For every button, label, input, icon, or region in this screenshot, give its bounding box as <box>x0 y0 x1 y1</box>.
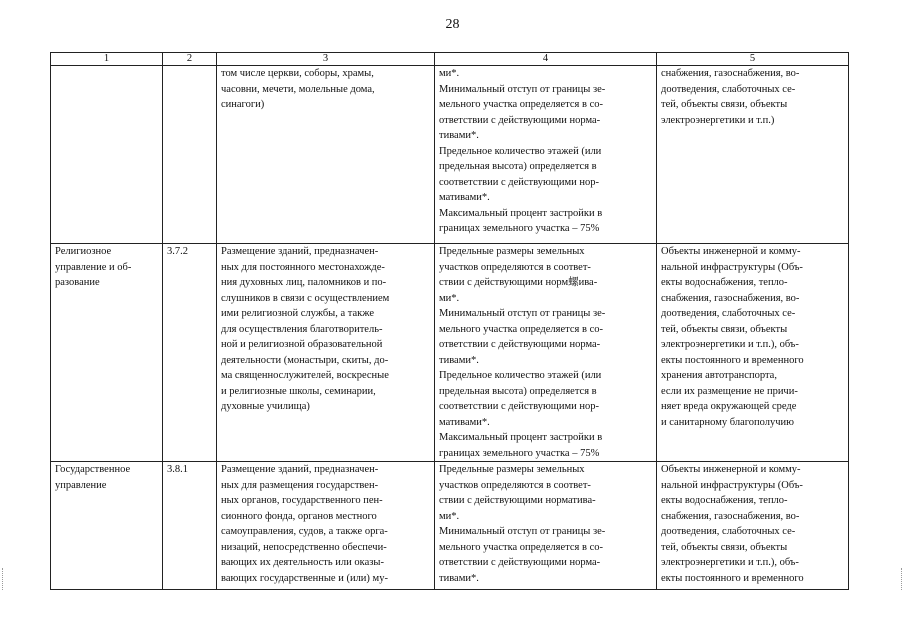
table-row <box>51 244 849 462</box>
auxiliary-text: Объекты инженерной и комму- нальной инфраструктуры (Объ- екты водоснабжения, тепло- снабжения, газоснабжения, во- доотведения, слаботочных се- тей, объекты связи, объекты электроэнергетики и т.п.), объ- екты постоянного и временного <box>661 464 804 584</box>
auxiliary-text: снабжения, газоснабжения, во- доотведения, слаботочных се- тей, объекты связи, объекты электроэнергетики и т.п.) <box>661 68 800 126</box>
use-code-text: 3.7.2 <box>167 246 188 257</box>
table-row <box>51 462 849 590</box>
column-header: 3 <box>217 53 435 66</box>
use-code-cell <box>163 462 217 590</box>
use-name-cell <box>51 244 163 462</box>
use-name-text: Религиозное управление и об- разование <box>55 246 132 288</box>
table-row <box>51 66 849 244</box>
description-text: Размещение зданий, предназначен- ных для постоянного местонахожде- ния духовных лиц, паломников и по- слушников в связи с осуществлением ими религиозной службы, а также для осуществления благотворитель- ной и религиозной образовательной деятельности (монастыри, скиты, до- ма священнослужителей, воскресные и религиозные школы, семинарии, духовные училища) <box>221 246 390 412</box>
parameters-cell <box>435 462 657 590</box>
description-text: том числе церкви, соборы, храмы, часовни, мечети, молельные дома, синагоги) <box>221 68 375 110</box>
use-code-text: 3.8.1 <box>167 464 188 475</box>
use-code-cell <box>163 66 217 244</box>
page-number: 28 <box>445 17 460 32</box>
land-use-table <box>50 52 849 590</box>
parameters-text: Предельные размеры земельных участков определяются в соответ- ствии с действующими норматива- ми*. Минимальный отступ от границы зе- мельного участка определяется в со- ответствии с действующими норма- тивами*. <box>439 464 606 584</box>
column-header: 2 <box>163 53 217 66</box>
parameters-text: ми*. Минимальный отступ от границы зе- мельного участка определяется в со- ответствии с действующими норма- тивами*. Предельное количество этажей (или предельная высота) определяется в соответствии с действующими нор- мативами*. Максимальный процент застройки в границах земельного участка – 75% <box>439 68 606 234</box>
description-cell <box>217 66 435 244</box>
description-cell <box>217 244 435 462</box>
parameters-cell <box>435 244 657 462</box>
auxiliary-cell <box>657 462 849 590</box>
table-header-row <box>51 53 849 66</box>
column-header: 5 <box>657 53 849 66</box>
parameters-cell <box>435 66 657 244</box>
column-header: 4 <box>435 53 657 66</box>
scan-edge-mark-right <box>901 568 903 590</box>
use-name-cell <box>51 462 163 590</box>
auxiliary-text: Объекты инженерной и комму- нальной инфраструктуры (Объ- екты водоснабжения, тепло- снабжения, газоснабжения, во- доотведения, слаботочных се- тей, объекты связи, объекты электроэнергетики и т.п.), объ- екты постоянного и временного хранения автотранспорта, если их размещение не причи- няет вреда окружающей среде и санитарному благополучию <box>661 246 804 428</box>
scan-edge-mark-left <box>2 568 4 590</box>
column-header: 1 <box>51 53 163 66</box>
auxiliary-cell <box>657 244 849 462</box>
use-name-cell <box>51 66 163 244</box>
auxiliary-cell <box>657 66 849 244</box>
description-text: Размещение зданий, предназначен- ных для размещения государствен- ных органов, государственного пен- сионного фонда, органов местного самоуправления, судов, а также орга- низаций, непосредственно обеспечи- вающих их деятельность или оказы- вающих государственные и (или) му- <box>221 464 388 584</box>
parameters-text: Предельные размеры земельных участков определяются в соответ- ствии с действующими норм螺ива- ми*. Минимальный отступ от границы зе- мельного участка определяется в со- ответствии с действующими норма- тивами*. Предельное количество этажей (или предельная высота) определяется в соответствии с действующими нор- мативами*. Максимальный процент застройки в границах земельного участка – 75% <box>439 246 606 459</box>
use-name-text: Государственное управление <box>55 464 131 491</box>
description-cell <box>217 462 435 590</box>
use-code-cell <box>163 244 217 462</box>
